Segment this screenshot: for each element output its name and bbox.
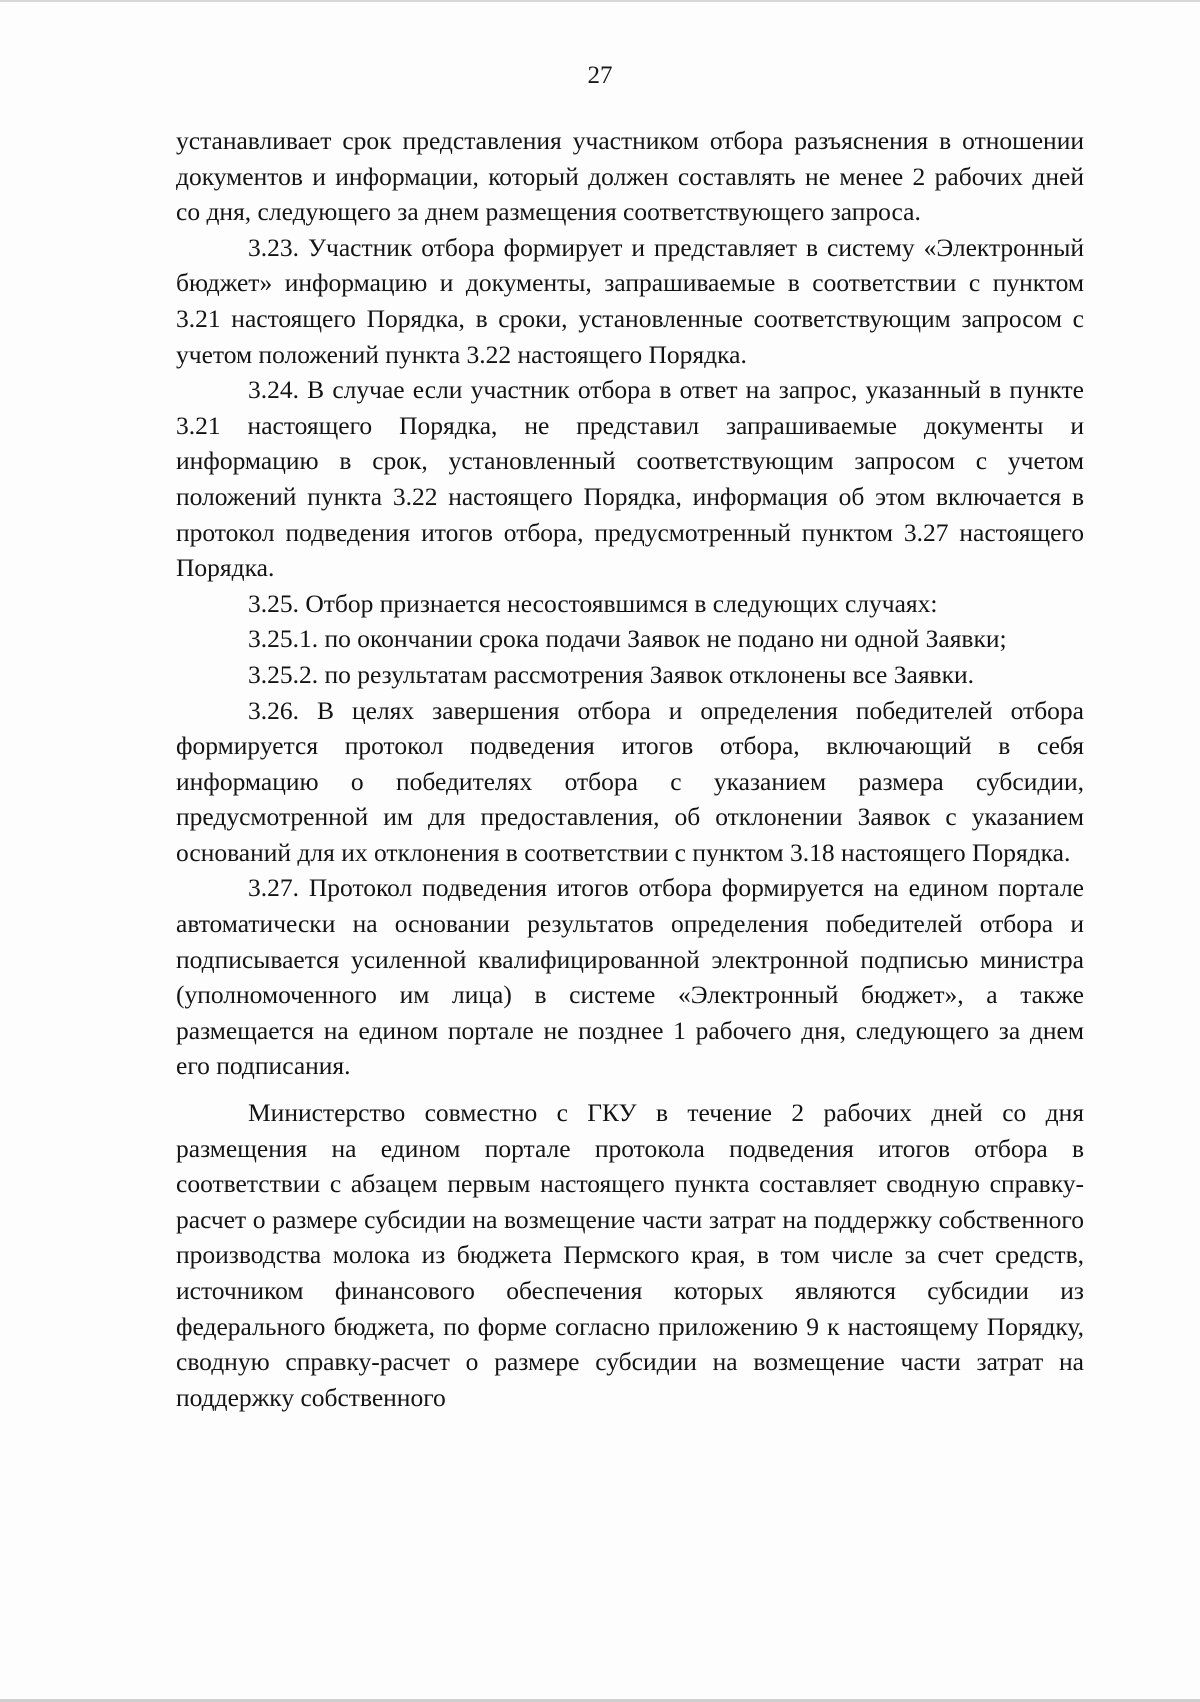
paragraph-3-25-1: 3.25.1. по окончании срока подачи Заявок не подано ни одной Заявки; bbox=[248, 624, 1007, 654]
paragraph-3-24: 3.24. В случае если участник отбора в ответ на запрос, указанный в пункте 3.21 настоящего Порядка, не представил запрашиваемые документы и информацию в срок, установленный соответствующим запросом с учетом положений пункта 3.22 настоящего Порядка, информация об этом включается в протокол подведения итогов отбора, предусмотренный пунктом 3.27 настоящего Порядка. bbox=[176, 375, 1084, 583]
paragraph-continuation: устанавливает срок представления участником отбора разъяснения в отношении документов и информации, который должен составлять не менее 2 рабочих дней со дня, следующего за днем размещения соответствующего запроса. bbox=[176, 126, 1084, 227]
scan-edge-top bbox=[0, 0, 1200, 2]
paragraph-3-27: 3.27. Протокол подведения итогов отбора формируется на едином портале автоматически на основании результатов определения победителей отбора и подписывается усиленной квалифицированной электронной подписью министра (уполномоченного им лица) в системе «Электронный бюджет», а также размещается на едином портале не позднее 1 рабочего дня, следующего за днем его подписания. bbox=[176, 873, 1084, 1081]
paragraph-ministry: Министерство совместно с ГКУ в течение 2 рабочих дней со дня размещения на едином портале протокола подведения итогов отбора в соответствии с абзацем первым настоящего пункта составляет сводную справку-расчет о размере субсидии на возмещение части затрат на поддержку собственного производства молока из бюджета Пермского края, в том числе за счет средств, источником финансового обеспечения которых являются субсидии из федерального бюджета, по форме согласно приложению 9 к настоящему Порядку, сводную справку-расчет о размере субсидии на возмещение части затрат на поддержку собственного bbox=[176, 1098, 1084, 1412]
paragraph-3-26: 3.26. В целях завершения отбора и определения победителей отбора формируется протокол подведения итогов отбора, включающий в себя информацию о победителях отбора с указанием размера субсидии, предусмотренной им для предоставления, об отклонении Заявок с указанием оснований для их отклонения в соответствии с пунктом 3.18 настоящего Порядка. bbox=[176, 695, 1084, 867]
paragraph-3-23: 3.23. Участник отбора формирует и представляет в систему «Электронный бюджет» информацию и документы, запрашиваемые в соответствии с пунктом 3.21 настоящего Порядка, в сроки, установленные соответствующим запросом с учетом положений пункта 3.22 настоящего Порядка. bbox=[176, 232, 1084, 369]
page-number: 27 bbox=[587, 62, 613, 89]
paragraph-3-25-2: 3.25.2. по результатам рассмотрения Заявок отклонены все Заявки. bbox=[248, 659, 975, 689]
paragraph-3-25: 3.25. Отбор признается несостоявшимся в следующих случаях: bbox=[248, 588, 938, 618]
document-body bbox=[176, 123, 1084, 1415]
